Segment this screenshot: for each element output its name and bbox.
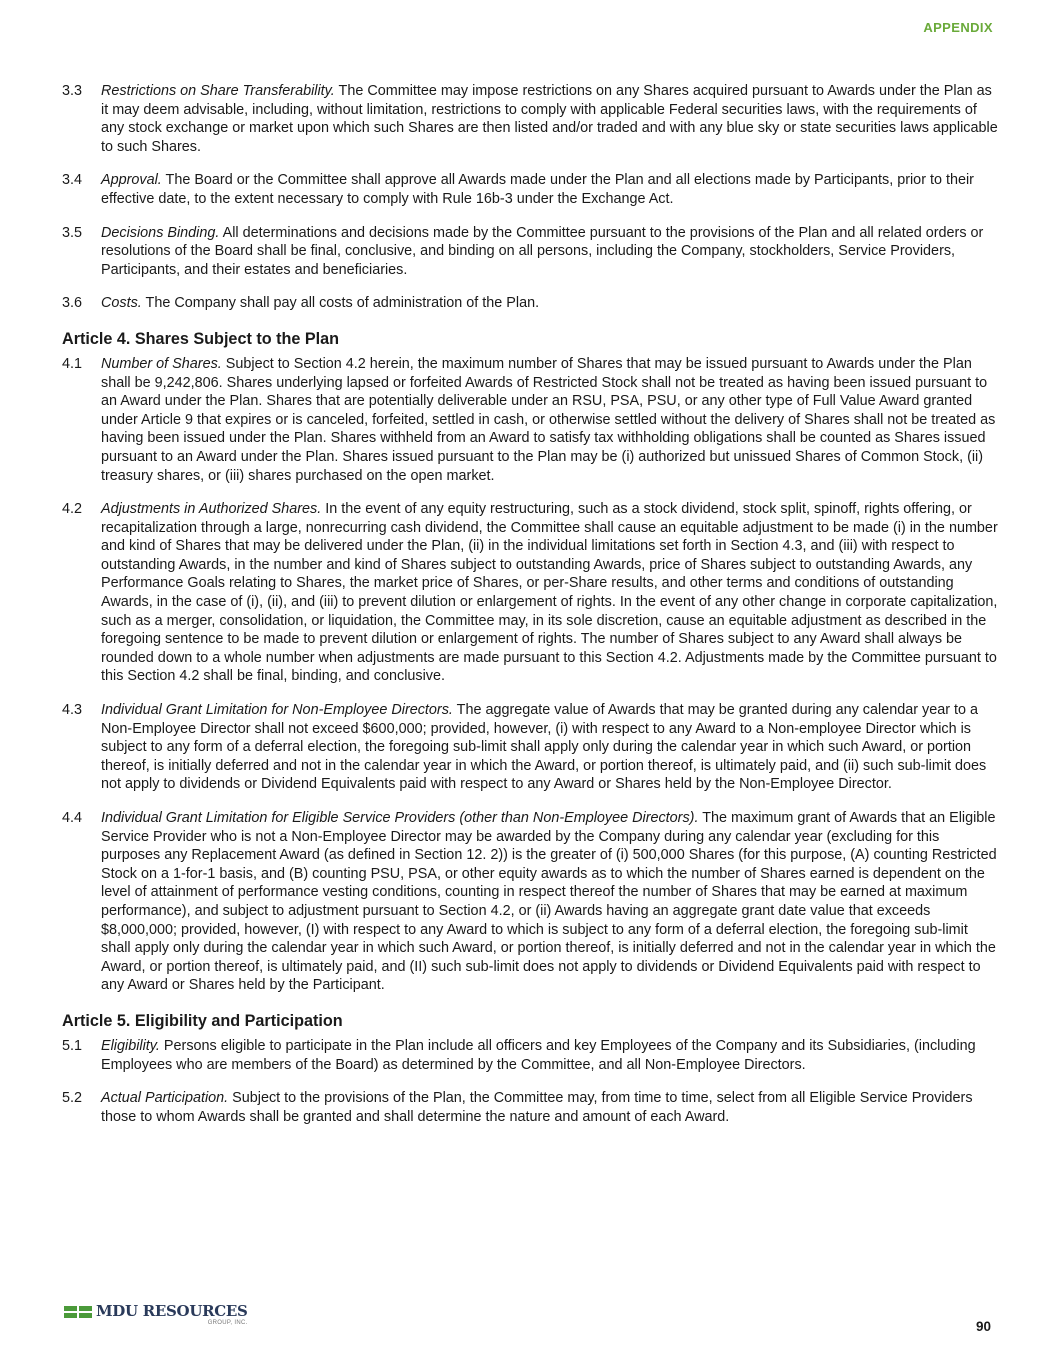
section-text: The maximum grant of Awards that an Eligible Service Provider who is not a Non-Employee Director may be awarded by the Company during any calendar year (excluding for this purposes any Replacement Award (as defined in Section 12. 2)) is the greater of (i) 500,000 Shares (for this purpose, (A) counting Restricted Stock on a 1-for-1 basis, and (B) counting PSU, PSA, or other equity awards as to which the number of Shares earned is dependent on the level of attainment of performance vesting conditions, counting in respect thereof the number of Shares that may be earned at maximum performance), and subject to adjustment pursuant to Section 4.2, or (ii) Awards having an aggregate grant date value that exceeds $8,000,000; provided, however, (I) with respect to any Award to which is subject to any form of a deferral election, the foregoing sub-limit shall apply only during the calendar year in which such Award, or portion thereof, is initially deferred and not in the calendar year in which the Award, or portion thereof, is ultimately paid, and (II) such sub-limit does not apply to dividends or Dividend Equivalents paid with respect to any Award or Shares held by the Participant. [101,810,997,994]
article-4-heading: Article 4. Shares Subject to the Plan [62,329,340,348]
section-title: Individual Grant Limitation for Non-Employee Directors. [101,702,453,719]
section-number: 3.6 [62,295,83,312]
section-number: 3.3 [62,83,83,99]
section-body [101,171,998,208]
section-body [101,1089,998,1126]
section-5-1 [62,1037,998,1074]
section-number: 5.1 [62,1037,83,1054]
section-body [101,355,998,485]
section-text: Persons eligible to participate in the Plan include all officers and key Employees of the Company and its Subsidiaries, (including Employees who are members of the Board) as determined by the Committee, and all Non-Employee Directors. [101,1037,976,1073]
section-title: Actual Participation. [101,1090,229,1107]
section-number: 5.2 [62,1090,83,1107]
section-3-5 [62,224,998,280]
section-text: Subject to the provisions of the Plan, the Committee may, from time to time, select from all Eligible Service Providers those to whom Awards shall be granted and shall determine the nature and amount of each Award. [101,1090,973,1125]
section-4-2 [62,500,998,686]
section-number: 4.1 [62,355,83,372]
section-text: The aggregate value of Awards that may be granted during any calendar year to a Non-Employee Director shall not exceed $600,000; provided, however, (i) with respect to any Award to a Non-employee Director which is subject to any form of a deferral election, the foregoing sub-limit shall apply only during the calendar year in which such Award, or portion thereof, is initially deferred and not in the calendar year in which the Award, or portion thereof, is ultimately paid, and (ii) such sub-limit does not apply to dividends or Dividend Equivalents paid with respect to any Award or Shares held by the Non-Employee Director. [101,702,987,793]
section-text: Subject to Section 4.2 herein, the maximum number of Shares that may be issued pursuant to Awards under the Plan shall be 9,242,806. Shares underlying lapsed or forfeited Awards of Restricted Stock shall not be treated as having been issued pursuant to an Award under the Plan. Shares that are potentially deliverable under an RSU, PSA, PSU, or any other type of Full Value Award granted under Article 9 that expires or is canceled, forfeited, settled in cash, or otherwise settled without the delivery of Shares shall not be treated as having been issued under the Plan. Shares withheld from an Award to satisfy tax withholding obligations shall be counted as Shares issued pursuant to an Award under the Plan. Shares issued pursuant to the Plan may be (i) authorized but unissued Shares of Common Stock, (ii) treasury shares, or (iii) shares purchased on the open market. [101,355,996,484]
section-body [101,500,998,686]
header-section-label: APPENDIX [923,20,993,35]
section-title: Adjustments in Authorized Shares. [101,501,322,518]
section-number: 4.2 [62,501,83,518]
section-5-2 [62,1089,998,1126]
section-body [101,1037,998,1074]
section-3-6 [62,294,998,313]
section-4-1 [62,355,998,485]
logo-name: MDU RESOURCES [96,1302,248,1320]
section-title: Approval. [101,172,162,189]
section-title: Decisions Binding. [101,224,220,241]
section-4-3 [62,701,998,794]
section-number: 3.5 [62,224,83,241]
section-title: Individual Grant Limitation for Eligible Service Providers (other than Non-Employee Directors). [101,810,699,826]
section-title: Eligibility. [101,1037,160,1054]
section-3-4 [62,171,998,208]
section-body [101,809,998,995]
section-body [101,82,998,156]
article-5-heading: Article 5. Eligibility and Participation [62,1011,343,1030]
section-body [101,701,998,794]
section-title: Number of Shares. [101,355,222,372]
section-text: The Committee may impose restrictions on any Shares acquired pursuant to Awards under the Plan as it may deem advisable, including, without limitation, restrictions to comply with applicable Federal securities laws, with the requirements of any stock exchange or market upon which such Shares are then listed and/or traded and with any blue sky or state securities laws applicable to such Shares. [101,83,998,155]
section-text: The Board or the Committee shall approve all Awards made under the Plan and all elections made by Participants, prior to their effective date, to the extent necessary to comply with Rule 16b-3 under the Exchange Act. [101,172,974,207]
section-title: Restrictions on Share Transferability. [101,83,335,99]
section-number: 4.3 [62,702,83,719]
logo-subtitle: GROUP, INC. [207,1320,248,1326]
section-number: 3.4 [62,172,83,189]
document-body [62,82,998,1141]
section-title: Costs. [101,295,142,312]
company-logo [64,1304,248,1327]
section-3-3 [62,82,998,156]
section-body [101,224,998,280]
logo-mark-icon [64,1306,92,1318]
page-number: 90 [975,1319,991,1334]
section-number: 4.4 [62,810,83,826]
section-body [101,294,998,313]
section-text: The Company shall pay all costs of administration of the Plan. [141,295,540,312]
section-text: All determinations and decisions made by the Committee pursuant to the provisions of the Plan and all related orders or resolutions of the Board shall be final, conclusive, and binding on all persons, including the Company, stockholders, Service Providers, Participants, and their estates and beneficiaries. [101,224,984,278]
section-4-4 [62,809,998,995]
section-text: In the event of any equity restructuring, such as a stock dividend, stock split, spinoff, rights offering, or recapitalization through a large, nonrecurring cash dividend, the Committee shall cause an equitable adjustment to be made (i) in the number and kind of Shares that may be delivered under the Plan, (ii) in the individual limitations set forth in Section 4.3, and (iii) with respect to outstanding Awards, in the number and kind of Shares subject to outstanding Awards, price of Shares subject to outstanding Awards, any Performance Goals relating to Shares, the market price of Shares, or per-Share results, and other terms and conditions of outstanding Awards, in the case of (i), (ii), and (iii) to prevent dilution or enlargement of rights. In the event of any other change in corporate capitalization, such as a merger, consolidation, or liquidation, the Committee may, in its sole discretion, cause an equitable adjustment as described in the foregoing sentence to be made to prevent dilution or enlargement of rights. The number of Shares subject to any Award shall always be rounded down to a whole number when adjustments are made pursuant to this Section 4.2. Adjustments made by the Committee pursuant to this Section 4.2 shall be final, binding, and conclusive. [101,501,998,685]
